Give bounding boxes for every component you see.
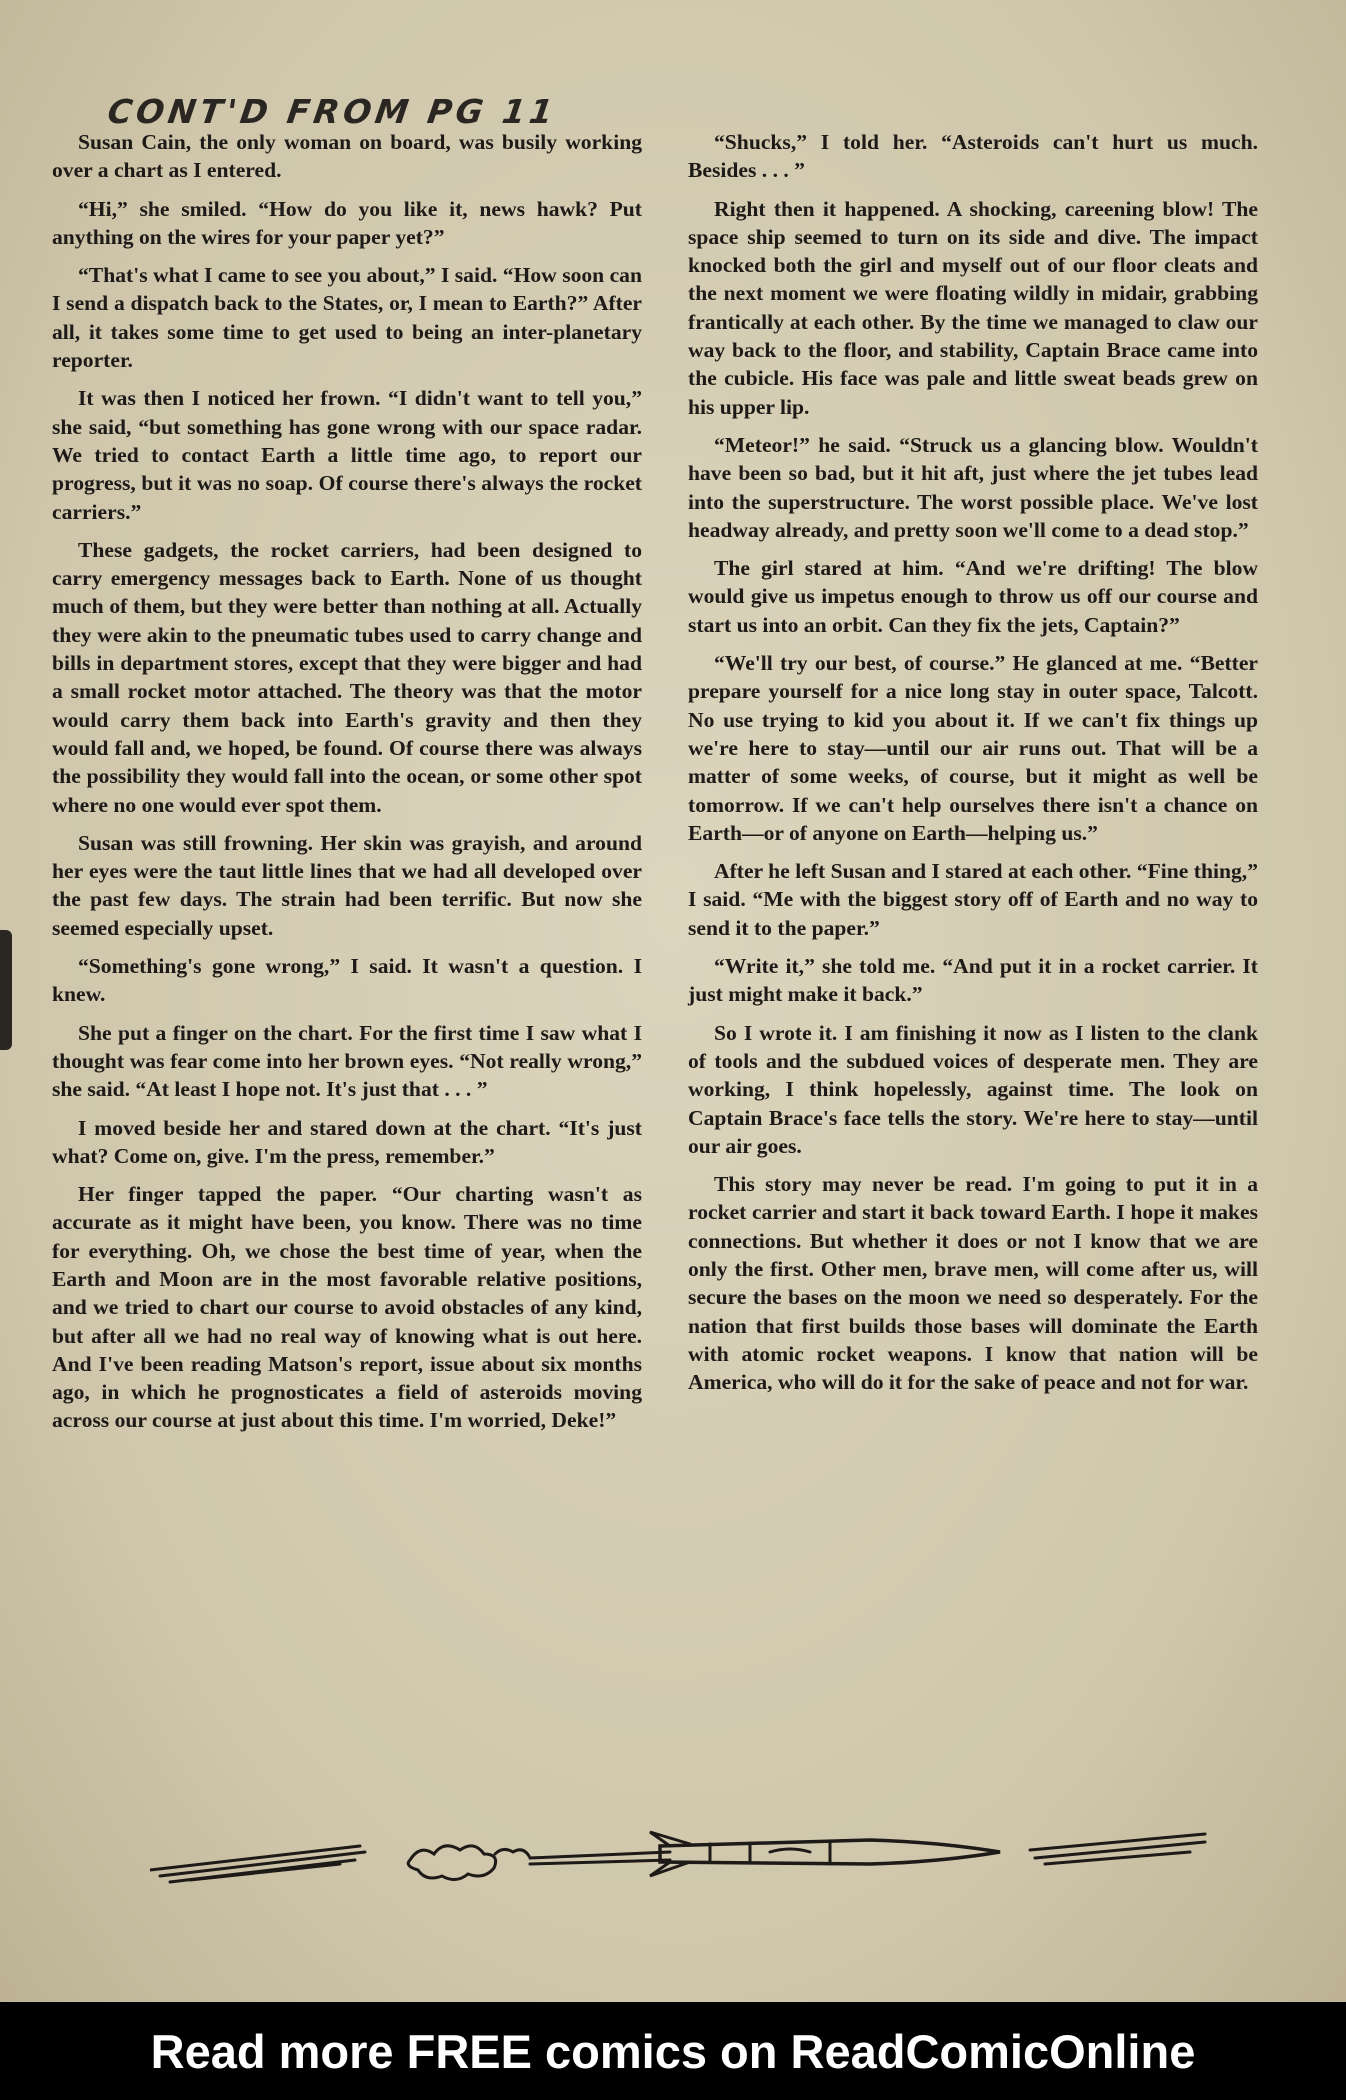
promo-banner[interactable] (0, 2002, 1346, 2100)
paragraph: “Shucks,” I told her. “Asteroids can't hurt us much. Besides . . . ” (688, 130, 1258, 183)
paragraph: She put a finger on the chart. For the first time I saw what I thought was fear come into her brown eyes. “Not really wrong,” she said. “At least I hope not. It's just that . . . ” (52, 1020, 642, 1102)
story-column-left (52, 128, 642, 1445)
paragraph: Right then it happened. A shocking, careening blow! The space ship seemed to turn on its side and dive. The impact knocked both the girl and myself out of our floor cleats and the next moment we were floating wildly in midair, grabbing frantically at each other. By the time we managed to claw our way back to the floor, and stability, Captain Brace came into the cubicle. His face was pale and little sweat beads grew on his upper lip. (688, 196, 1258, 419)
paragraph: This story may never be read. I'm going to put it in a rocket carrier and start it back toward Earth. I hope it makes connections. But whether it does or not I know that we are only the first. Other men, brave men, will come after us, will secure the bases on the moon we need so desperately. For the nation that first builds those bases will dominate the Earth with atomic rocket weapons. I know that nation will be America, who will do it for the sake of peace and not for war. (688, 1172, 1258, 1395)
paragraph: These gadgets, the rocket carriers, had been designed to carry emergency messages back to Earth. None of us thought much of them, but they were better than nothing at all. Actually they were akin to the pneumatic tubes used to carry change and bills in department stores, except that they were bigger and had a small rocket motor attached. The theory was that the motor would carry them back into Earth's gravity and then they would fall and, we hoped, be found. Of course there was always the possibility they would fall into the ocean, or some other spot where no one would ever spot them. (52, 537, 642, 817)
paragraph: Susan Cain, the only woman on board, was busily working over a chart as I entered. (52, 130, 642, 183)
paragraph: The girl stared at him. “And we're drifting! The blow would give us impetus enough to throw us off our course and start us into an orbit. Can they fix the jets, Captain?” (688, 556, 1258, 637)
paragraph: “We'll try our best, of course.” He glanced at me. “Better prepare yourself for a nice long stay in outer space, Talcott. No use trying to kid you about it. If we can't fix things up we're here to stay—until our air runs out. That will be a matter of some weeks, of course, but it might as well be tomorrow. If we can't help ourselves there isn't a chance on Earth—or of anyone on Earth—helping us.” (688, 651, 1258, 845)
paragraph: So I wrote it. I am finishing it now as I listen to the clank of tools and the subdued voices of desperate men. They are working, I think hopelessly, against time. The look on Captain Brace's face tells the story. We're here to stay—until our air goes. (688, 1020, 1258, 1158)
paragraph: Her finger tapped the paper. “Our charting wasn't as accurate as it might have been, you know. There was no time for everything. Oh, we chose the best time of year, when the Earth and Moon are in the most favorable relative positions, and we tried to chart our course to avoid obstacles of any kind, but after all we had no real way of knowing what is out here. And I've been reading Matson's report, issue about six months ago, in which he prognosticates a field of asteroids moving across our course at just about this time. I'm worried, Deke!” (52, 1182, 642, 1433)
paragraph: “Meteor!” he said. “Struck us a glancing blow. Wouldn't have been so bad, but it hit aft, just where the jet tubes lead into the superstructure. The worst possible place. We've lost headway already, and pretty soon we'll come to a dead stop.” (688, 432, 1258, 542)
handwritten-continuation-note: CONT'D FROM PG 11 (105, 92, 560, 131)
paragraph: I moved beside her and stared down at the chart. “It's just what? Come on, give. I'm the press, remember.” (52, 1115, 642, 1168)
paragraph: “Write it,” she told me. “And put it in a rocket carrier. It just might make it back.” (688, 954, 1258, 1007)
paragraph: “Hi,” she smiled. “How do you like it, news hawk? Put anything on the wires for your paper yet?” (52, 196, 642, 249)
binding-shadow (0, 930, 12, 1050)
paragraph: Susan was still frowning. Her skin was grayish, and around her eyes were the taut little lines that we had all developed over the past few days. The strain had been terrific. But now she seemed especially upset. (52, 830, 642, 940)
story-column-right (688, 128, 1258, 1406)
paragraph: “That's what I came to see you about,” I said. “How soon can I send a dispatch back to the States, or, I mean to Earth?” After all, it takes some time to get used to being an inter-planetary reporter. (52, 263, 642, 373)
paragraph: It was then I noticed her frown. “I didn't want to tell you,” she said, “but something has gone wrong with our space radar. We tried to contact Earth a little time ago, to report our progress, but it was no soap. Of course there's always the rocket carriers.” (52, 386, 642, 524)
rocket-divider-illustration (150, 1820, 1210, 1890)
paragraph: After he left Susan and I stared at each other. “Fine thing,” I said. “Me with the biggest story off of Earth and no way to send it to the paper.” (688, 859, 1258, 940)
paragraph: “Something's gone wrong,” I said. It wasn't a question. I knew. (52, 954, 642, 1007)
promo-banner-text: Read more FREE comics on ReadComicOnline (150, 2024, 1196, 2078)
